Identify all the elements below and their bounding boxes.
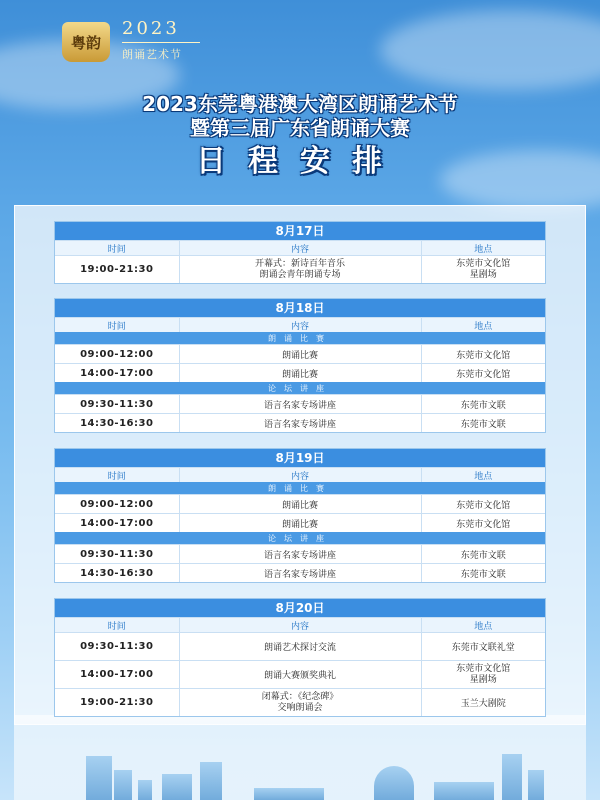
row-time: 09:30-11:30	[80, 641, 154, 652]
row-place-line: 星剧场	[469, 674, 497, 685]
column-header-row	[55, 617, 545, 632]
column-header-row	[55, 317, 545, 332]
row-content: 朗诵艺术探讨交流	[179, 633, 422, 660]
day-block-aug19	[54, 448, 546, 583]
building-shape	[374, 766, 414, 800]
page-title-line-1: 2023东莞粤港澳大湾区朗诵艺术节	[142, 92, 458, 116]
schedule-row	[55, 255, 545, 283]
day-date-header: 8月20日	[55, 599, 545, 617]
column-header-place: 地点	[474, 621, 493, 632]
schedule-row	[55, 394, 545, 413]
schedule-row	[55, 494, 545, 513]
row-time: 19:00-21:30	[80, 264, 154, 275]
column-header-place: 地点	[474, 321, 493, 332]
schedule-row	[55, 688, 545, 716]
row-content: 语言名家专场讲座	[179, 395, 422, 413]
row-place-line: 东莞市文化馆	[456, 663, 511, 674]
schedule-row	[55, 513, 545, 532]
row-time: 19:00-21:30	[80, 697, 154, 708]
row-place	[422, 256, 546, 283]
row-content-line: 开幕式：新诗百年音乐	[255, 258, 346, 269]
row-place: 东莞市文联	[460, 569, 506, 580]
row-time: 14:00-17:00	[80, 367, 154, 379]
day-block-aug17	[54, 221, 546, 284]
day-date-header: 8月17日	[55, 222, 545, 240]
day-date-header: 8月19日	[55, 449, 545, 467]
schedule-row	[55, 660, 545, 688]
column-header-content: 内容	[179, 468, 422, 482]
row-place-line: 东莞市文化馆	[456, 258, 511, 269]
column-header-row	[55, 240, 545, 255]
row-content: 语言名家专场讲座	[179, 564, 422, 582]
building-shape	[254, 788, 324, 800]
schedule-row	[55, 363, 545, 382]
row-place	[422, 661, 546, 688]
row-time: 09:30-11:30	[80, 548, 154, 560]
row-place: 玉兰大剧院	[460, 699, 506, 709]
row-place: 东莞市文化馆	[456, 500, 511, 511]
row-place: 东莞市文联	[460, 550, 506, 561]
day-block-aug20	[54, 598, 546, 717]
row-content: 朗诵比赛	[179, 345, 422, 363]
row-time: 14:30-16:30	[80, 567, 154, 579]
row-place: 东莞市文化馆	[456, 369, 511, 380]
column-header-content: 内容	[179, 618, 422, 632]
column-header-content: 内容	[179, 318, 422, 332]
column-header-time: 时间	[107, 244, 126, 255]
schedule-row	[55, 544, 545, 563]
logo-year: 2023	[122, 18, 180, 39]
row-time: 09:00-12:00	[80, 498, 154, 510]
column-header-time: 时间	[107, 321, 126, 332]
city-skyline-illustration	[14, 720, 586, 800]
section-label: 朗诵比赛	[55, 332, 545, 344]
building-shape	[138, 780, 152, 800]
row-content: 朗诵比赛	[179, 495, 422, 513]
building-shape	[200, 762, 222, 800]
schedule-row	[55, 413, 545, 432]
row-content: 语言名家专场讲座	[179, 414, 422, 432]
row-time: 14:00-17:00	[80, 669, 154, 680]
schedule-row	[55, 344, 545, 363]
row-place: 东莞市文联	[460, 400, 506, 411]
column-header-place: 地点	[474, 244, 493, 255]
logo-name: 朗诵艺术节	[122, 48, 182, 61]
row-content-line: 闭幕式：《纪念碑》	[261, 691, 339, 702]
row-place: 东莞市文化馆	[456, 519, 511, 530]
building-shape	[86, 756, 112, 800]
row-time: 09:00-12:00	[80, 348, 154, 360]
row-place: 东莞市文化馆	[456, 350, 511, 361]
building-shape	[114, 770, 132, 800]
logo-divider	[122, 42, 200, 43]
column-header-content: 内容	[179, 241, 422, 255]
building-shape	[502, 754, 522, 800]
section-label: 朗诵比赛	[55, 482, 545, 494]
building-shape	[434, 782, 494, 800]
row-time: 14:30-16:30	[80, 417, 154, 429]
column-header-place: 地点	[474, 471, 493, 482]
column-header-time: 时间	[107, 621, 126, 632]
section-label: 论坛讲座	[55, 382, 545, 394]
row-time: 14:00-17:00	[80, 517, 154, 529]
row-content-line: 交响朗诵会	[277, 702, 323, 713]
row-place: 东莞市文联	[460, 419, 506, 430]
row-place-line: 星剧场	[469, 269, 497, 280]
schedule-row	[55, 563, 545, 582]
day-block-aug18	[54, 298, 546, 433]
column-header-time: 时间	[107, 471, 126, 482]
logo-badge-icon: 粤韵	[62, 22, 110, 62]
page-title-line-2: 暨第三届广东省朗诵大赛	[190, 116, 410, 140]
day-date-header: 8月18日	[55, 299, 545, 317]
row-content: 朗诵比赛	[179, 364, 422, 382]
festival-logo	[62, 18, 202, 68]
section-label: 论坛讲座	[55, 532, 545, 544]
building-shape	[162, 774, 192, 800]
row-place: 东莞市文联礼堂	[451, 643, 515, 653]
row-time: 09:30-11:30	[80, 398, 154, 410]
row-content-line: 朗诵会青年朗诵专场	[259, 269, 341, 280]
row-content	[179, 689, 422, 716]
page-title-schedule: 日程安排	[196, 144, 404, 179]
building-shape	[528, 770, 544, 800]
row-content: 语言名家专场讲座	[179, 545, 422, 563]
cloud-decoration	[380, 10, 600, 90]
row-content: 朗诵比赛	[179, 514, 422, 532]
row-content	[179, 256, 422, 283]
schedule-row	[55, 632, 545, 660]
column-header-row	[55, 467, 545, 482]
row-content: 朗诵大赛颁奖典礼	[179, 661, 422, 688]
